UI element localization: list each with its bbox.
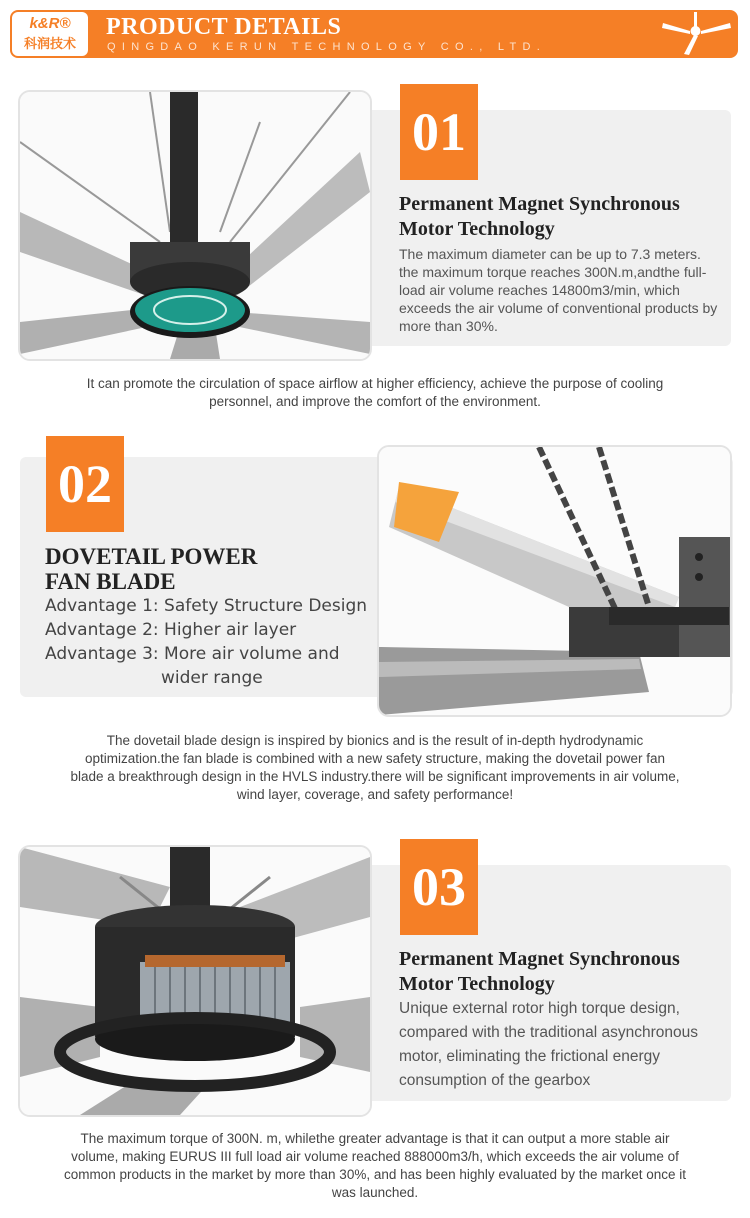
fan-motor-photo	[18, 90, 372, 361]
logo-chinese: 科润技术	[23, 37, 76, 52]
page-header	[10, 10, 738, 58]
section-2-title: DOVETAIL POWER FAN BLADE	[45, 544, 258, 594]
section-1-caption: It can promote the circulation of space airflow at higher efficiency, achieve the purpose of cooling personnel, and improve the comfort of the environment.	[86, 376, 664, 409]
section-2-caption: The dovetail blade design is inspired by bionics and is the result of in-depth hydrodynamic optimization.the fan blade is combined with a new safety structure, making the dovetail power fan blade a breakthrough design in the HVLS industry.there will be significant improvements in air volume, wind layer, coverage, and safety performance!	[70, 733, 680, 802]
section-3-number: 03	[400, 839, 478, 935]
advantage-list	[45, 594, 367, 690]
section-1-body: The maximum diameter can be up to 7.3 meters. the maximum torque reaches 300N.m,andthe full-load air volume reaches 14800m3/min, which exceeds the air volume of conventional products by more than 30%.	[399, 246, 718, 334]
logo-wordmark: k&R®	[29, 15, 71, 32]
section-3-body: Unique external rotor high torque design, compared with the traditional asynchronous motor, eliminating the frictional energy consumption of the gearbox	[399, 1000, 698, 1089]
page-title: PRODUCT DETAILS	[106, 14, 342, 40]
external-rotor-photo	[18, 845, 372, 1117]
advantage-item-continued: wider range	[161, 668, 263, 688]
fan-blade-photo	[377, 445, 732, 717]
company-name: QINGDAO KERUN TECHNOLOGY CO., LTD.	[107, 41, 547, 53]
advantage-item: Advantage 3: More air volume and	[45, 644, 340, 664]
section-3-caption: The maximum torque of 300N. m, whilethe greater advantage is that it can output a more stable air volume, making EURUS III full load air volume reached 888000m3/h, which exceeds the air volume of common products in the market by more than 30%, and has been highly evaluated by the market once it was launched.	[63, 1131, 687, 1200]
ceiling-fan-icon	[660, 12, 732, 56]
advantage-item: Advantage 2: Higher air layer	[45, 620, 297, 640]
brand-logo	[12, 12, 88, 56]
section-3-title: Permanent Magnet Synchronous Motor Technology	[399, 948, 680, 995]
section-2-number: 02	[46, 436, 124, 532]
section-1-number: 01	[400, 84, 478, 180]
advantage-item: Advantage 1: Safety Structure Design	[45, 596, 368, 616]
section-1-title: Permanent Magnet Synchronous Motor Technology	[399, 193, 680, 240]
